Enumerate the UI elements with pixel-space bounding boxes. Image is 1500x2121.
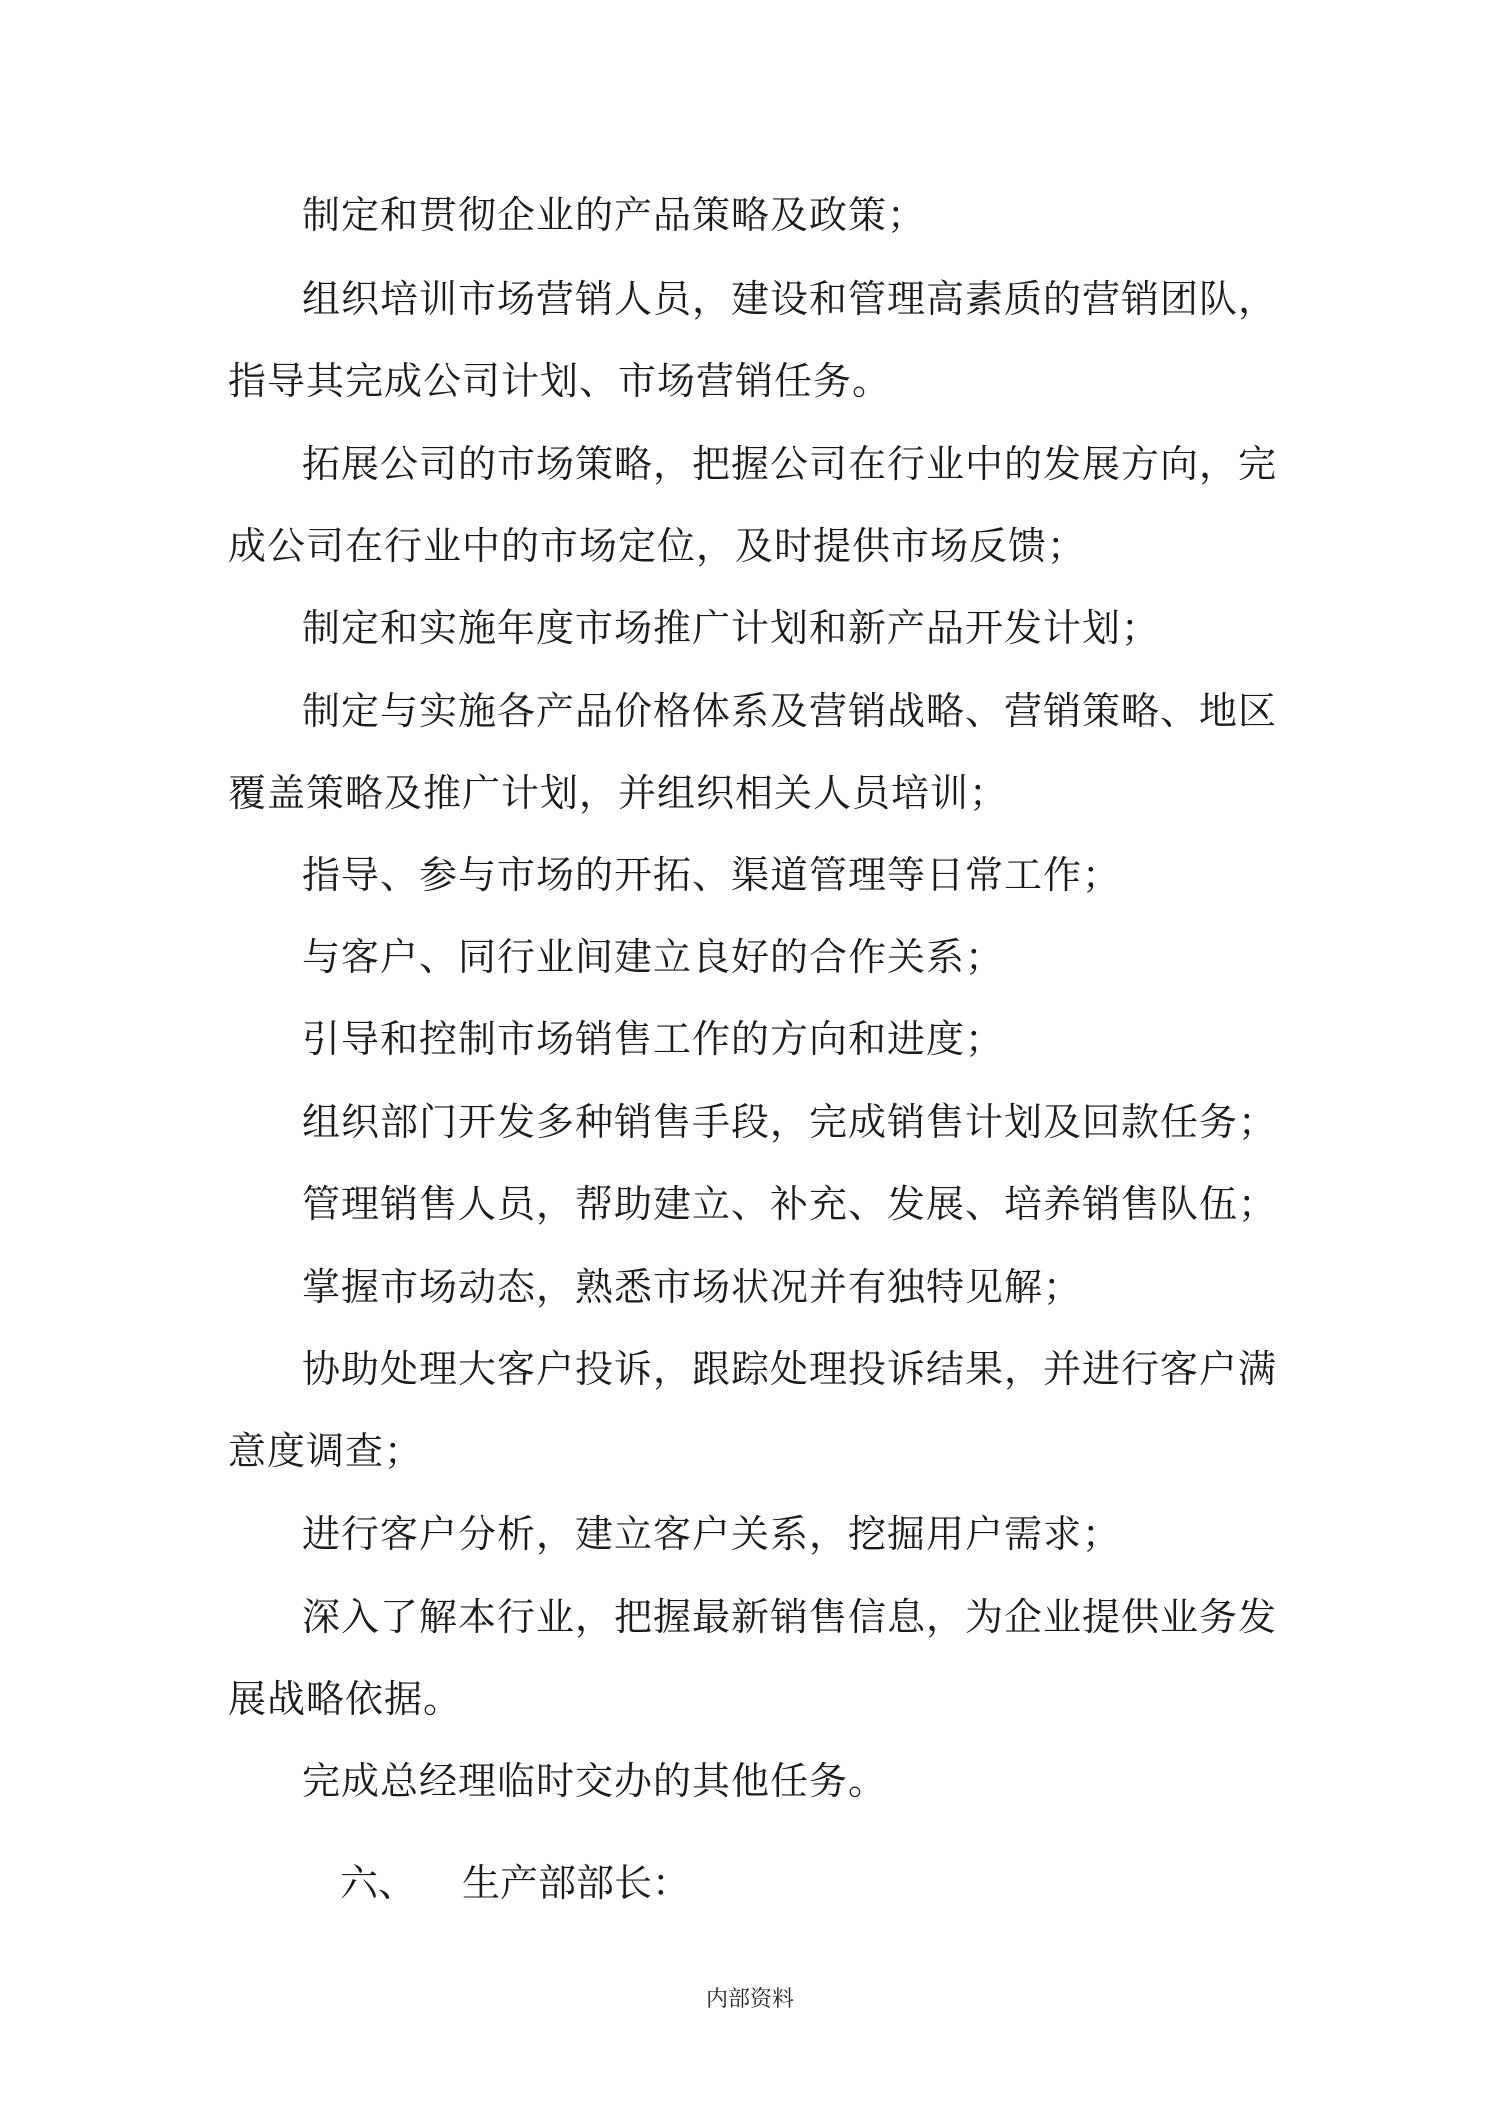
paragraph-7: 与客户、同行业间建立良好的合作关系； xyxy=(302,935,1005,979)
paragraph-5: 制定与实施各产品价格体系及营销战略、营销策略、地区覆盖策略及推广计划，并组织相关人员培训； xyxy=(228,689,1278,815)
paragraph-9: 组织部门开发多种销售手段，完成销售计划及回款任务； xyxy=(302,1100,1278,1144)
paragraph-15: 完成总经理临时交办的其他任务。 xyxy=(302,1759,888,1803)
paragraph-8: 引导和控制市场销售工作的方向和进度； xyxy=(302,1017,1005,1061)
section-number: 六、 xyxy=(340,1861,417,1905)
paragraph-13: 进行客户分析，建立客户关系，挖掘用户需求； xyxy=(302,1512,1122,1556)
paragraph-2: 组织培训市场营销人员，建设和管理高素质的营销团队，指导其完成公司计划、市场营销任务。 xyxy=(228,277,1278,403)
paragraph-12: 协助处理大客户投诉，跟踪处理投诉结果，并进行客户满意度调查； xyxy=(228,1347,1278,1473)
paragraph-1: 制定和贯彻企业的产品策略及政策； xyxy=(302,193,927,237)
page-footer: 内部资料 xyxy=(705,1987,794,2012)
paragraph-14: 深入了解本行业，把握最新销售信息，为企业提供业务发展战略依据。 xyxy=(228,1595,1278,1721)
paragraph-11: 掌握市场动态，熟悉市场状况并有独特见解； xyxy=(302,1265,1083,1309)
paragraph-3: 拓展公司的市场策略，把握公司在行业中的发展方向，完成公司在行业中的市场定位，及时提供市场反馈； xyxy=(228,442,1278,568)
section-title: 生产部部长： xyxy=(462,1861,691,1905)
paragraph-4: 制定和实施年度市场推广计划和新产品开发计划； xyxy=(302,606,1161,650)
paragraph-6: 指导、参与市场的开拓、渠道管理等日常工作； xyxy=(302,853,1122,897)
paragraph-10: 管理销售人员，帮助建立、补充、发展、培养销售队伍； xyxy=(302,1182,1278,1226)
